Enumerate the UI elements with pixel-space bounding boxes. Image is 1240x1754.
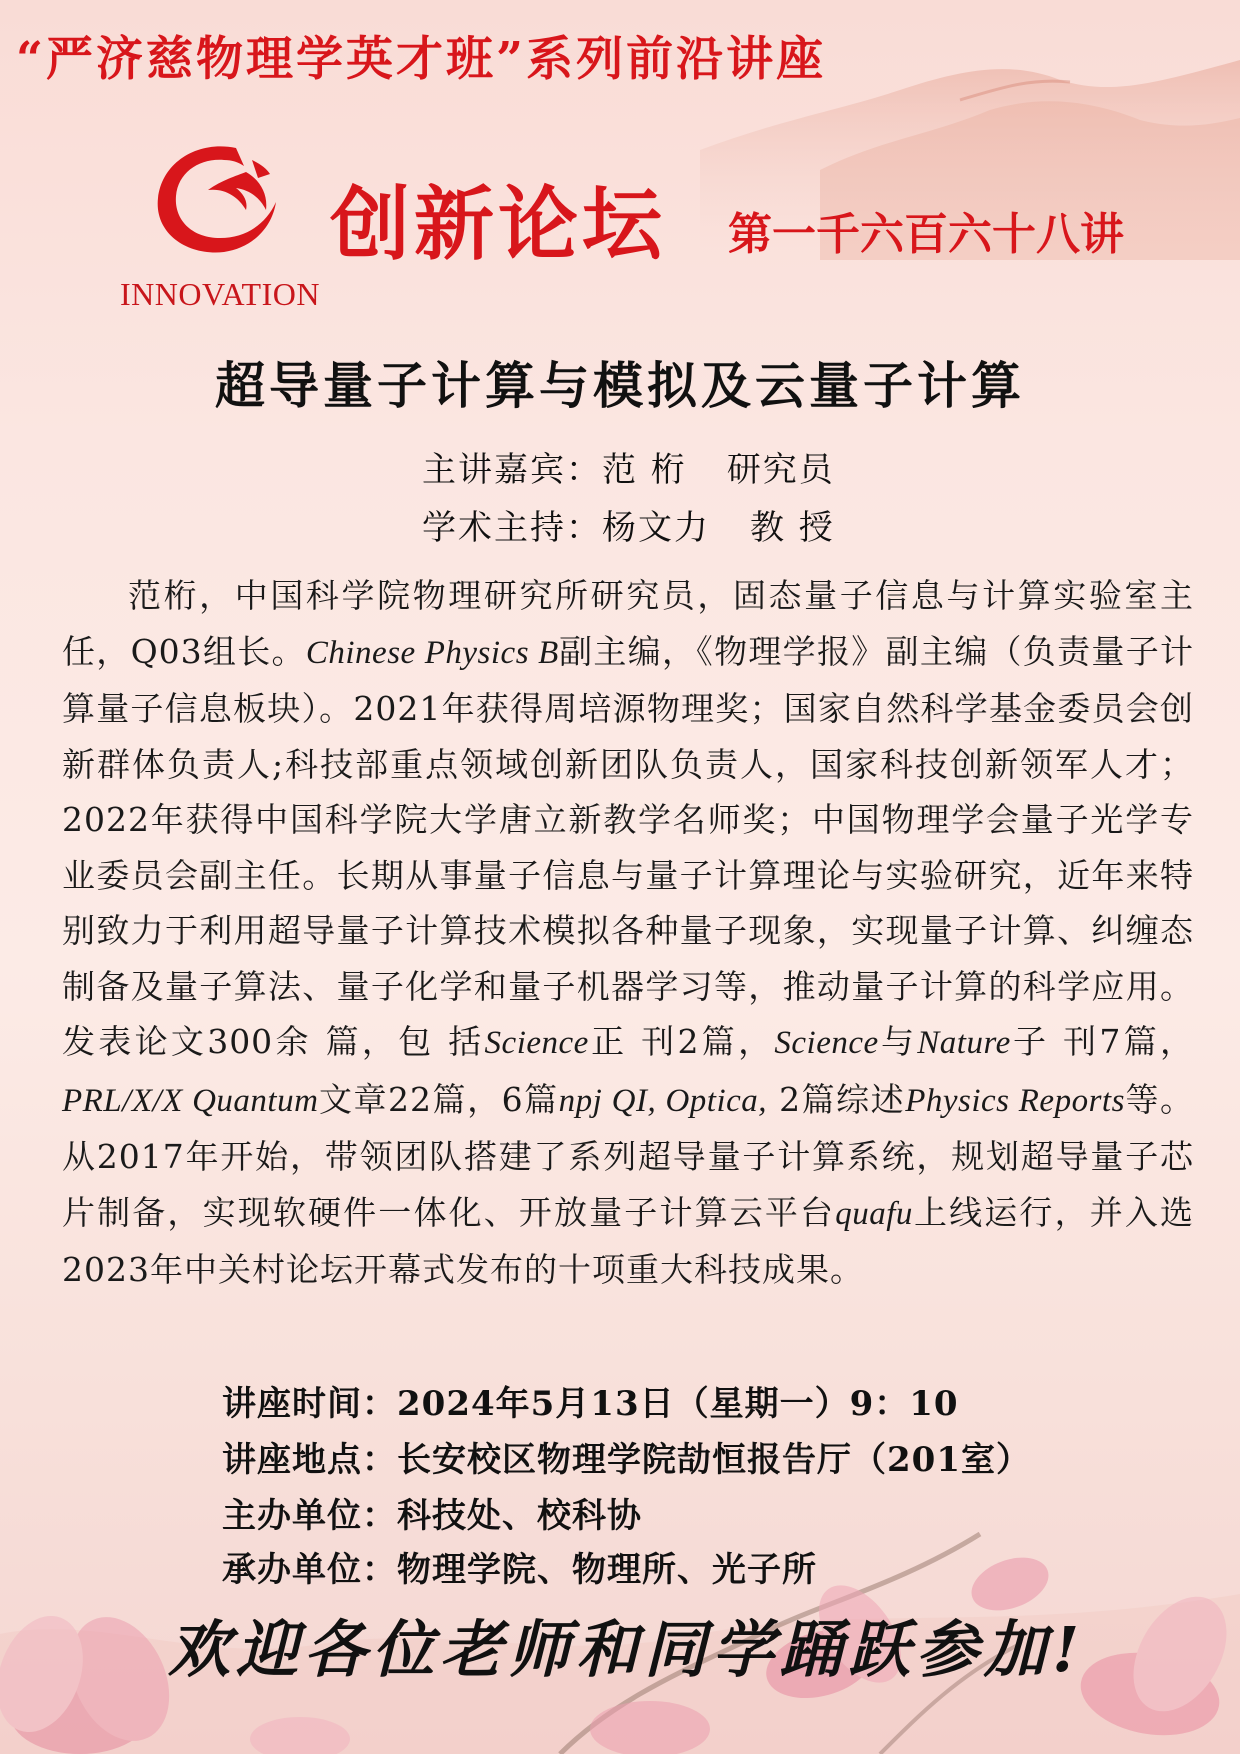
co-organizer	[222, 1542, 817, 1591]
bio-text: 副主编，《物理学报》副主编（负责量子计算量子信息板块）。2021年获得周培源物理奖；国家自然科学基金委员会创新群体负责人;科技部重点领域创新团队负责人，国家科技创新领军人才；2022年获得中国科学院大学唐立新教学名师奖；中国物理学会量子光学专业委员会副主任。长期从事量子信息与量子计算理论与实验研究，近年来特别致力于利用超导量子计算技术模拟各种量子现象，实现量子计算、纠缠态制备及量子算法、量子化学和量子机器学习等，推动量子计算的科学应用。发表论文300余 篇，包 括	[62, 631, 1195, 1061]
bio-text: 上线运行，并入选2023年中关村论坛开幕式发布的十项重大科技成果。	[62, 1192, 1195, 1289]
speaker-line	[422, 442, 835, 491]
organizer-value: 科技处、校科协	[397, 1496, 642, 1536]
lecture-time-label: 讲座时间：	[222, 1384, 397, 1424]
co-organizer-value: 物理学院、物理所、光子所	[397, 1550, 817, 1590]
co-organizer-label: 承办单位：	[222, 1550, 397, 1590]
innovation-logo-icon	[148, 138, 286, 258]
host-title: 教 授	[750, 508, 835, 548]
bio-journal: Chinese Physics B	[305, 634, 559, 671]
talk-title: 超导量子计算与模拟及云量子计算	[215, 356, 1025, 415]
lecture-time-value: 2024年5月13日（星期一）9：10	[397, 1384, 959, 1424]
bio-journal: Physics Reports	[905, 1082, 1125, 1119]
speaker-name: 范 桁	[602, 450, 687, 490]
bio-text: 等。从2017年开始，带领团队搭建了系列超导量子计算系统，规划超导量子芯片制备，实现软硬件一体化、开放量子计算云平台	[62, 1079, 1194, 1232]
logo-text: INNOVATION	[120, 276, 320, 312]
host-line	[422, 500, 835, 549]
bio-journal: Nature	[917, 1025, 1011, 1061]
lecture-number: 第一千六百六十八讲	[728, 209, 1124, 260]
host-label: 学术主持：	[422, 508, 602, 548]
speaker-label: 主讲嘉宾：	[422, 450, 602, 490]
forum-name: 创新论坛	[330, 177, 666, 271]
bio-journal: Science	[774, 1025, 879, 1061]
bio-text: 2篇综述	[767, 1079, 906, 1119]
lecture-venue-label: 讲座地点：	[222, 1440, 397, 1480]
speaker-biography	[62, 568, 1194, 1298]
bio-text: 文章22篇，6篇	[318, 1079, 559, 1119]
bio-journal: PRL/X/X Quantum	[62, 1082, 319, 1119]
bio-journal: Science	[484, 1025, 589, 1061]
host-name: 杨文力	[602, 508, 710, 548]
speaker-title: 研究员	[726, 450, 835, 490]
bio-journal: npj QI, Optica,	[558, 1082, 768, 1119]
bio-text: 范桁，中国科学院物理研究所研究员，固态量子信息与计算实验室主任，Q03组长。	[62, 576, 1194, 671]
lecture-venue-value: 长安校区物理学院劼恒报告厅（201室）	[397, 1440, 1031, 1480]
lecture-venue	[222, 1432, 1031, 1481]
bio-text: 与	[878, 1022, 918, 1061]
lecture-time	[222, 1376, 959, 1425]
bio-text: 子 刊7篇，	[1010, 1022, 1194, 1061]
bio-text: 正 刊2篇，	[588, 1022, 775, 1061]
bio-platform: quafu	[835, 1195, 913, 1232]
welcome-message: 欢迎各位老师和同学踊跃参加!	[168, 1613, 1086, 1686]
organizer-label: 主办单位：	[222, 1496, 397, 1536]
series-title: “严济慈物理学英才班”系列前沿讲座	[16, 32, 827, 87]
organizer	[222, 1488, 642, 1537]
